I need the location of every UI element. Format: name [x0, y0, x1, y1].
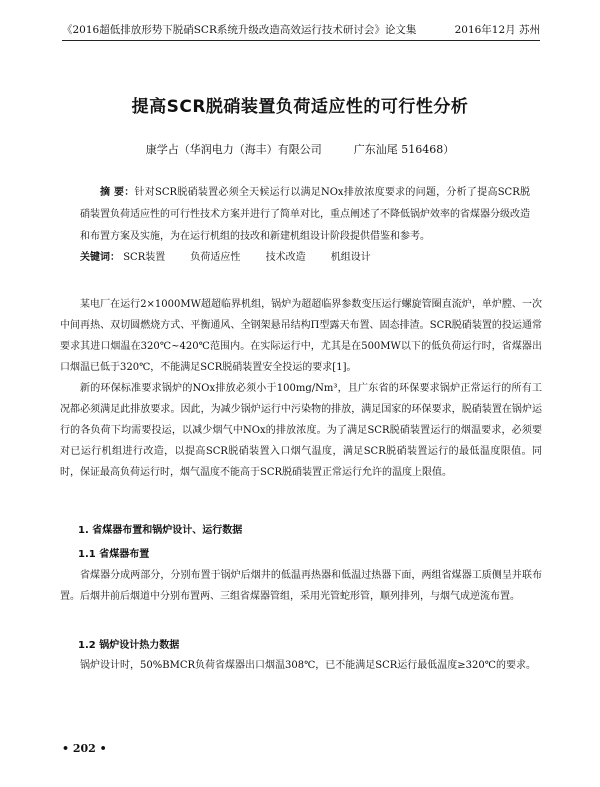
paper-title: 提高SCR脱硝装置负荷适应性的可行性分析	[131, 97, 469, 117]
keyword-item: 负荷适应性	[190, 252, 241, 263]
keyword-item: 技术改造	[265, 252, 306, 263]
keywords-label: 关键词：	[80, 252, 120, 263]
header-rule	[62, 40, 540, 41]
page-number: • 202 •	[62, 742, 107, 755]
author-affiliation: 康学占（华润电力（海丰）有限公司	[145, 143, 322, 156]
keyword-item: SCR装置	[123, 252, 166, 263]
subsection-heading-1-2: 1.2 锅炉设计热力数据	[78, 640, 180, 651]
keywords	[80, 248, 530, 263]
abstract-label: 摘 要：	[100, 187, 135, 198]
body-paragraph-4: 锅炉设计时，50%BMCR负荷省煤器出口烟温308℃，已不能满足SCR运行最低温度≥320℃的要求。	[80, 660, 536, 671]
header-proceedings-title: 《2016超低排放形势下脱硝SCR系统升级改造高效运行技术研讨会》论文集	[62, 24, 417, 36]
author-location: 广东汕尾 516468）	[353, 143, 455, 156]
header-date-location: 2016年12月 苏州	[454, 24, 540, 36]
abstract	[80, 182, 530, 248]
keyword-item: 机组设计	[330, 252, 371, 263]
running-header	[62, 22, 540, 37]
subsection-heading-1-1: 1.1 省煤器布置	[78, 549, 150, 560]
abstract-text: 针对SCR脱硝装置必须全天候运行以满足NOx排放浓度要求的问题，分析了提高SCR脱硝装置负荷适应性的可行性技术方案并进行了简单对比，重点阐述了不降低锅炉效率的省煤器分级改造和布置方案及实施，为在运行机组的技改和新建机组设计阶段提供借鉴和参考。	[80, 187, 531, 242]
body-paragraph-2: 新的环保标准要求锅炉的NOx排放必须小于100mg/Nm³，且广东省的环保要求锅炉正常运行的所有工况都必须满足此排放要求。因此，为减少锅炉运行中污染物的排放，满足国家的环保要求，脱硝装置在锅炉运行的各负荷下均需要投运，以减少烟气中NOx的排放浓度。为了满足SCR脱硝装置运行的烟温要求，必须要对已运行机组进行改造，以提高SCR脱硝装置入口烟气温度，满足SCR脱硝装置运行的最低温度限值。同时，保证最高负荷运行时，烟气温度不能高于SCR脱硝装置正常运行允许的温度上限值。	[60, 383, 542, 478]
section-heading-1: 1. 省煤器布置和锅炉设计、运行数据	[78, 525, 243, 536]
author-line	[0, 141, 600, 157]
body-paragraph-1: 某电厂在运行2×1000MW超超临界机组，锅炉为超超临界参数变压运行螺旋管圈直流炉，单炉膛、一次中间再热、双切圆燃烧方式、平衡通风、全钢架悬吊结构Π型露天布置、固态排渣。SCR脱硝装置的投运通常要求其进口烟温在320℃~420℃范围内。在实际运行中，尤其是在500MW以下的低负荷运行时，省煤器出口烟温已低于320℃，不能满足SCR脱硝装置安全投运的要求[1]。	[60, 299, 542, 373]
body-paragraph-3: 省煤器分成两部分，分别布置于锅炉后烟井的低温再热器和低温过热器下面，两组省煤器工质侧呈并联布置。后烟井前后烟道中分别布置两、三组省煤器管组，采用光管蛇形管，顺列排列，与烟气成逆流布置。	[60, 570, 542, 602]
